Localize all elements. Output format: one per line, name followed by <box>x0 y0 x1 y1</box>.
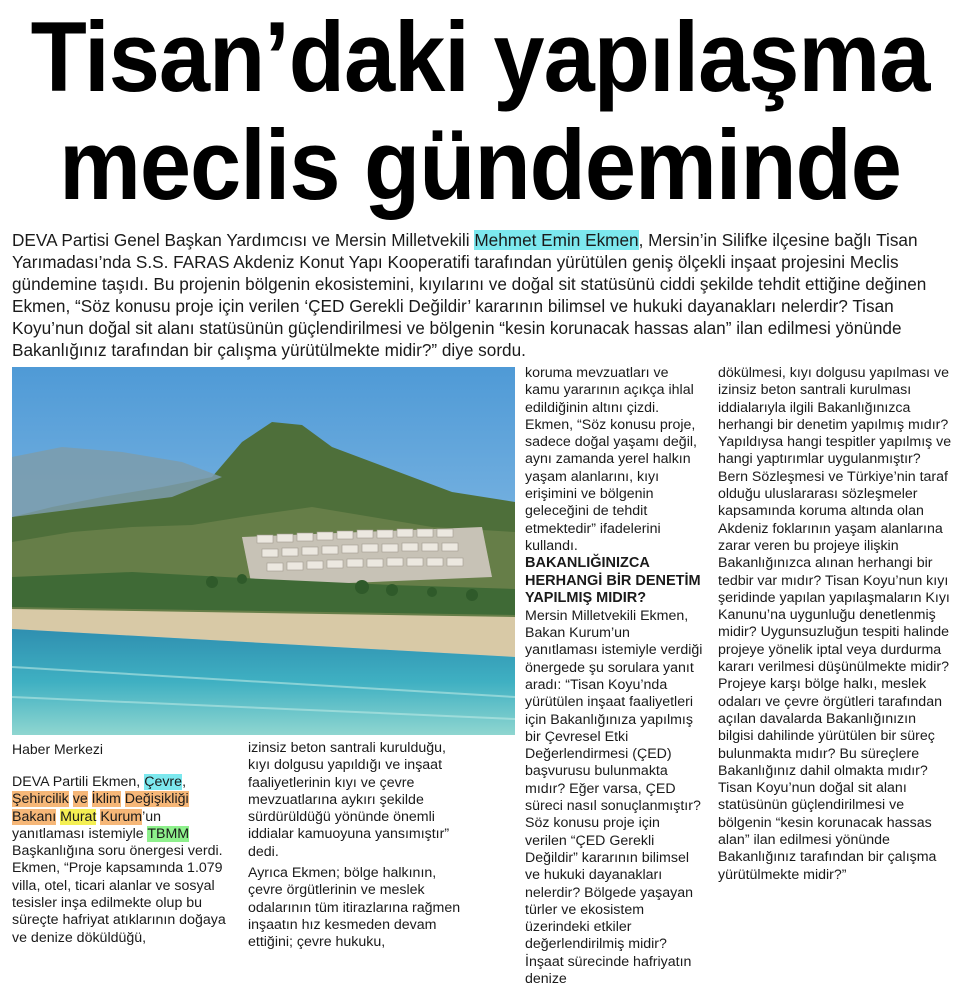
column-3 <box>525 365 705 988</box>
highlight-cevre: Çevre <box>144 774 183 790</box>
col1-text-b: ’un yanıtlaması istemiyle <box>12 808 162 842</box>
highlight-murat: Murat <box>60 808 97 825</box>
highlight-degisikligi: Değişikliği <box>124 791 189 808</box>
news-photo <box>12 367 515 735</box>
highlight-tbmm: TBMM <box>147 825 190 842</box>
highlight-kurum: Kurum <box>100 808 143 825</box>
column-4 <box>718 365 953 884</box>
lead-text-2: , Mersin’in Silifke ilçesine bağlı Tisan Yarımadası’nda S.S. FARAS Akdeniz Konut Yapı Kooperatifi tarafından yürütülen geniş ölçekli inşaat projesini Meclis gündemine taşıdı. Bu projenin bölgenin ekosistemini, kıyılarını ve doğal sit statüsünü ciddi şekilde tehdit ettiğine değinen Ekmen, “Söz konusu proje için verilen ‘ÇED Gerekli Değildir’ kararının bilimsel ve hukuki dayanakları nelerdir? Tisan Koyu’nun doğal sit alanı statüsünün güçlendirilmesi ve bölgenin “kesin korunacak hassas alan” ilan edilmesi yönünde Bakanlığınız tarafından bir çalışma yürütülmekte midir?” diye sordu. <box>12 230 927 360</box>
highlight-sehircilik: Şehircilik <box>12 791 69 808</box>
headline-line-1: Tisan’daki yapılaşma <box>30 2 930 113</box>
highlight-bakani: Bakanı <box>12 808 57 825</box>
column-1-paragraph: DEVA Partili Ekmen, Çevre, Şehircilik ve İklim Değişikliği Bakanı Murat Kurum’un yanıtlaması istemiyle TBMM Başkanlığına soru önergesi verdi. Ekmen, “Proje kapsamında 1.079 villa, otel, ticari alanlar ve sosyal tesisler inşa edilmekte olup bu süreçte hafriyat atıklarının doğaya ve denize döküldüğü, <box>12 774 226 946</box>
column-3-paragraph-2: Mersin Milletvekili Ekmen, Bakan Kurum’un yanıtlaması istemiyle verdiği önergede şu sorulara yanıt aradı: “Tisan Koyu’nda yürütülen inşaat faaliyetleri için Bakanlığınıza yapılmış bir Çevresel Etki Değerlendirmesi (ÇED) başvurusu bulunmakta mıdır? Eğer varsa, ÇED süreci nasıl sonuçlanmıştır? Söz konusu proje için verilen “ÇED Gerekli Değildir” kararının bilimsel ve hukuki dayanakları nelerdir? Bölgede yaşayan türler ve ekosistem üzerindeki etkiler değerlendirilmiş midir? İnşaat sürecinde hafriyatın denize <box>525 607 703 987</box>
column-2-paragraph-1: izinsiz beton santrali kurulduğu, kıyı dolgusu yapıldığı ve inşaat faaliyetlerinin kıyı ve çevre mevzuatlarına aykırı şekilde sürdürüldüğü yönünde önemli iddialar kamuoyuna yansımıştır” dedi. <box>248 740 450 860</box>
column-4-paragraph: dökülmesi, kıyı dolgusu yapılması ve izinsiz beton santrali kurulması iddialarıyla ilgili Bakanlığınızca herhangi bir denetim yapılmış mıdır? Yapıldıysa hangi tespitler yapılmış ve hangi yaptırımlar uygulanmıştır? Bern Sözleşmesi ve Türkiye’nin taraf olduğu uluslararası sözleşmeler kapsamında koruma altında olan Akdeniz foklarının yaşam alanlarına zarar veren bu projeye ilişkin Bakanlığınızca alınan herhangi bir tedbir var mıdır? Tisan Koyu’nun kıyı şeridinde yapılan yapılaşmaların Kıyı Kanunu’na uygunluğu denetlenmiş midir? Uygunsuzluğun tespiti halinde projeye yönelik iptal veya durdurma kararı verilmesi düşünülmekte midir? Projeye karşı bölge halkı, meslek odaları ve çevre örgütleri tarafından açılan davalarda Bakanlığınızın bilgisi dahilinde yürütülen bir süreç bulunmakta mıdır? Bu süreçlere Bakanlığınız dahil olmakta mıdır? Tisan Koyu’nun doğal sit alanı statüsünün güçlendirilmesi ve bölgenin “kesin korunacak hassas alan” ilan edilmesi yönünde Bakanlığınız tarafından bir çalışma yürütülmekte midir?” <box>718 365 952 883</box>
col1-text-c: Başkanlığına soru önergesi verdi. Ekmen, “Proje kapsamında 1.079 villa, otel, ticari alanlar ve sosyal tesisler inşa edilmekte olup bu süreçte hafriyat atıklarının doğaya ve denize döküldüğü, <box>12 843 226 946</box>
highlight-ve: ve <box>72 791 88 808</box>
column-3-paragraph-1: koruma mevzuatları ve kamu yararının açıkça ihlal edildiğinin altını çizdi. Ekmen, “Söz konusu proje, sadece doğal yaşamı değil, aynı zamanda yerel halkın yaşam alanlarını, kıyı erişimini ve bölgenin geleceğini de tehdit etmektedir” ifadelerini kullandı. <box>525 365 697 554</box>
highlighted-name: Mehmet Emin Ekmen <box>474 230 639 250</box>
col1-text-a: DEVA Partili Ekmen, <box>12 774 145 790</box>
lead-paragraph <box>12 229 952 361</box>
column-1 <box>12 774 232 947</box>
highlight-iklim: İklim <box>91 791 121 808</box>
headline-line-2: meclis gündeminde <box>59 110 901 221</box>
column-2-paragraph-2: Ayrıca Ekmen; bölge halkının, çevre örgütlerinin ve meslek odalarının tüm itirazlarına rağmen inşaatın hız kesmeden devam ettiğini; çevre hukuku, <box>248 865 461 951</box>
byline: Haber Merkezi <box>12 741 104 757</box>
column-3-subheading: BAKANLIĞINIZCA HERHANGİ BİR DENETİM YAPILMIŞ MIDIR? <box>525 555 701 607</box>
column-2 <box>248 740 464 952</box>
lead-text-1: DEVA Partisi Genel Başkan Yardımcısı ve Mersin Milletvekili <box>12 230 475 250</box>
